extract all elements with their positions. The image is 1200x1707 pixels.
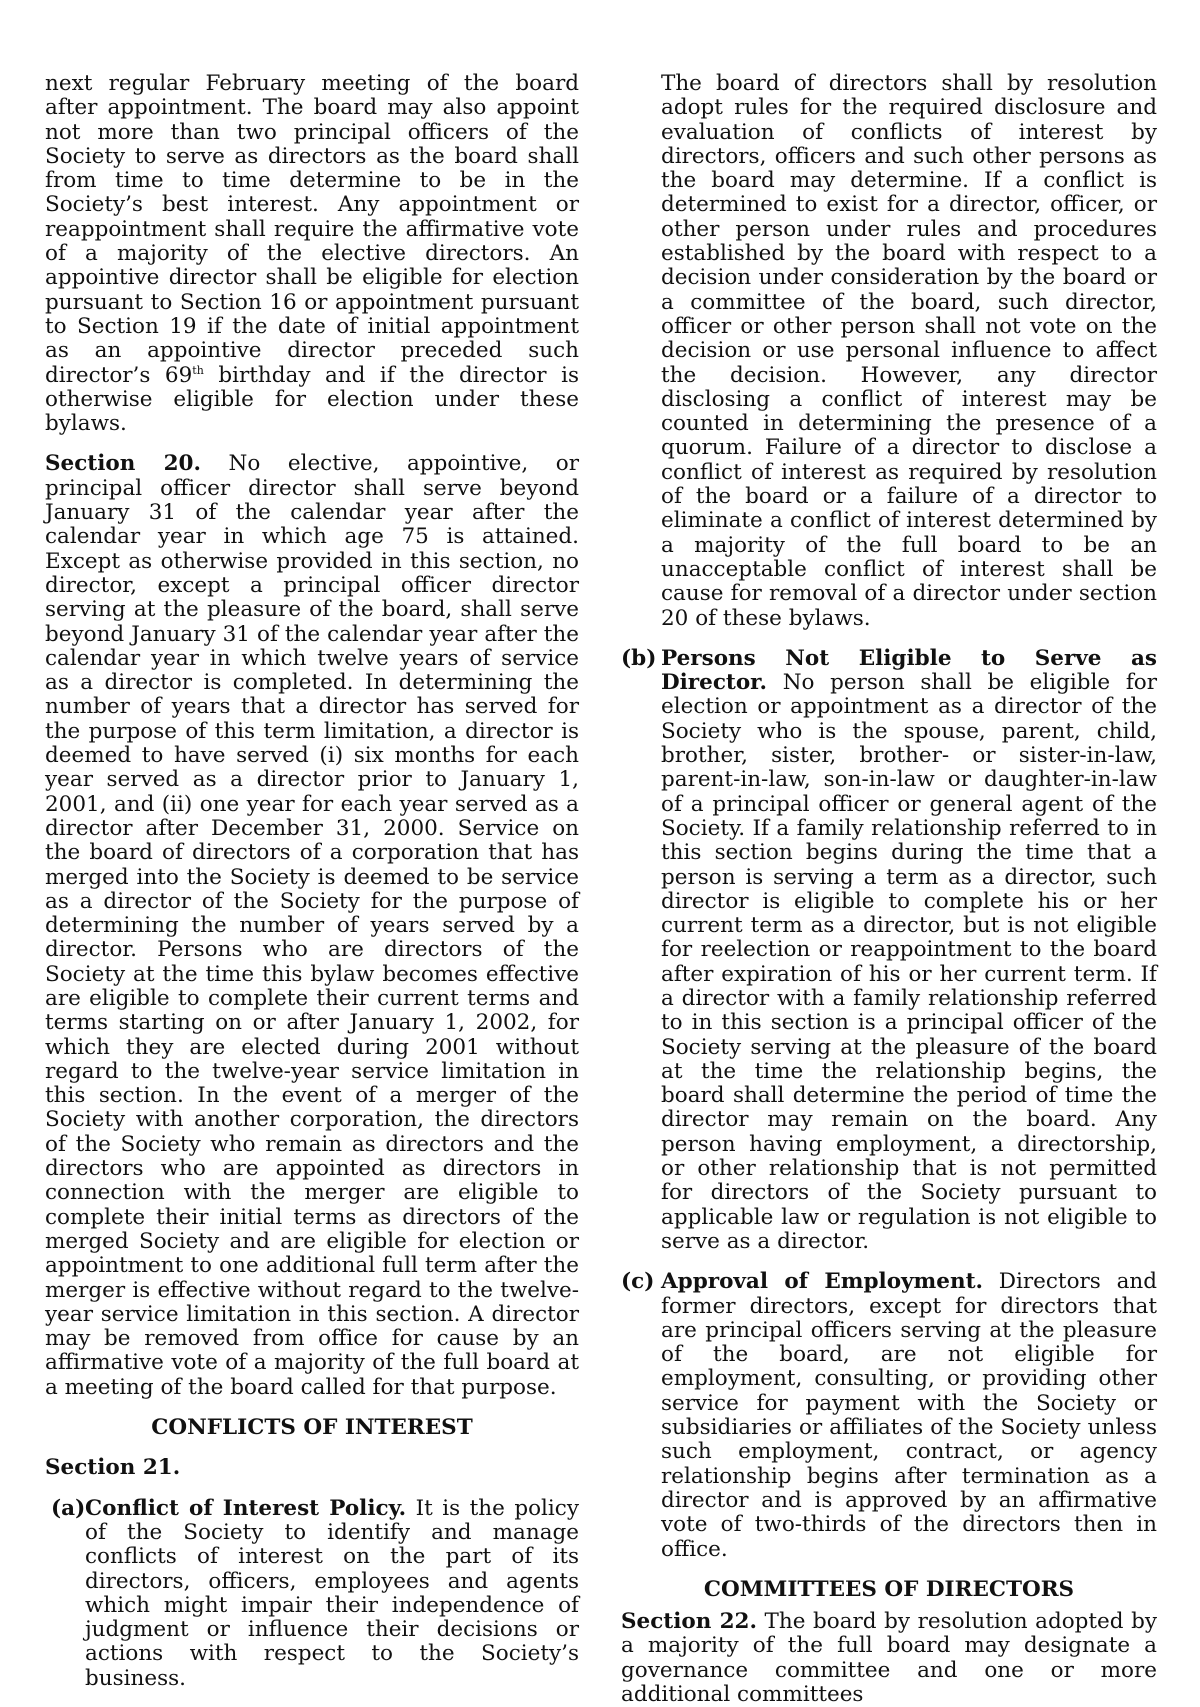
item-a-text: It is the policy of the Society to identify and manage conflicts of interest on the part of its directors, officers, employees and agents which might impair their independence of judgment or influence their decisions or actions with respect to the Society’s business. <box>85 1495 579 1691</box>
item-c-label: (c) <box>621 1269 655 1295</box>
item-a-continuation: The board of directors shall by resolution adopt rules for the required disclosure and evaluation of conflicts of interest by directors, officers and such other persons as the board may determine. If a conflict is determined to exist for a director, officer, or other person under rules and procedures established by the board with respect to a decision under consideration by the board or a committee of the board, such director, officer or other person shall not vote on the decision or use personal influence to affect the decision. However, any director disclosing a conflict of interest may be counted in determining the presence of a quorum. Failure of a director to disclose a conflict of interest as required by resolution of the board or a failure of a director to eliminate a conflict of interest determined by a majority of the full board to be an unacceptable conflict of interest shall be cause for removal of a director under section 20 of these bylaws. <box>661 71 1157 631</box>
right-column <box>621 72 1157 1707</box>
item-b-label: (b) <box>621 645 657 671</box>
item-b-text: No person shall be eligible for election or appointment as a director of the Society who is the spouse, parent, child, brother, sister, brother- or sister-in-law, parent-in-law, son-in-law or daughter-in-law of a principal officer or general agent of the Society. If a family relationship referred to in this section begins during the time that a person is serving a term as a director, such director is eligible to complete his or her current term as a director, but is not eligible for reelection or reappointment to the board after expiration of his or her current term. If a director with a family relationship referred to in this section is a principal officer of the Society serving at the pleasure of the board at the time the relationship begins, the board shall determine the period of time the director may remain on the board. Any person having employment, a directorship, or other relationship that is not permitted for directors of the Society pursuant to applicable law or regulation is not eligible to serve as a director. <box>661 670 1157 1254</box>
item-a-conflict-policy <box>45 1497 579 1691</box>
continuation-text-end: birthday and if the director is otherwise eligible for election under these bylaws. <box>45 362 579 437</box>
committees-of-directors-heading: COMMITTEES OF DIRECTORS <box>703 1576 1075 1602</box>
section-20-text: No elective, appointive, or principal officer director shall serve beyond January 31 of the calendar year after the calendar year in which age 75 is attained. Except as otherwise provided in this section, no director, except a principal officer director serving at the pleasure of the board, shall serve beyond January 31 of the calendar year after the calendar year in which twelve years of service as a director is completed. In determining the number of years that a director has served for the purpose of this term limitation, a director is deemed to have served (i) six months for each year served as a director prior to January 1, 2001, and (ii) one year for each year served as a director after December 31, 2000. Service on the board of directors of a corporation that has merged into the Society is deemed to be service as a director of the Society for the purpose of determining the number of years served by a director. Persons who are directors of the Society at the time this bylaw becomes effective are eligible to complete their current terms and terms starting on or after January 1, 2002, for which they are elected during 2001 without regard to the twelve-year service limitation in this section. In the event of a merger of the Society with another corporation, the directors of the Society who remain as directors and the directors who are appointed as directors in connection with the merger are eligible to complete their initial terms as directors of the merged Society and are eligible for election or appointment to one additional full term after the merger is effective without regard to the twelve-year service limitation in this section. A director may be removed from office for cause by an affirmative vote of a majority of the full board at a meeting of the board called for that purpose. <box>45 451 579 1400</box>
section-21-label: Section 21. <box>45 1455 181 1481</box>
section-20-paragraph <box>45 452 579 1400</box>
item-a-title: Conflict of Interest Policy. <box>85 1495 407 1521</box>
item-c-approval-of-employment <box>621 1270 1157 1562</box>
item-c-text: Directors and former directors, except for directors that are principal officers serving at the pleasure of the board, are not eligible for employment, consulting, or providing other service for payment with the Society or subsidiaries or affiliates of the Society unless such employment, contract, or agency relationship begins after termination as a director and is approved by an affirmative vote of two-thirds of the directors then in office. <box>661 1269 1157 1562</box>
continuation-text: next regular February meeting of the board after appointment. The board may also appoint not more than two principal officers of the Society to serve as directors as the board shall from time to time determine to be in the Society’s best interest. Any appointment or reappointment shall require the affirmative vote of a majority of the elective directors. An appointive director shall be eligible for election pursuant to Section 16 or appointment pursuant to Section 19 if the date of initial appointment as an appointive director preceded such director’s 69 <box>45 71 579 388</box>
continuation-paragraph <box>45 72 579 436</box>
left-column <box>45 72 579 1691</box>
section-22-label: Section 22. <box>621 1609 757 1635</box>
item-a-label: (a) <box>51 1495 86 1521</box>
item-b-not-eligible <box>621 647 1157 1254</box>
item-b-title: Persons Not Eligible to Serve as Director. <box>661 645 1157 696</box>
item-c-title: Approval of Employment. <box>661 1269 984 1295</box>
ordinal-suffix: th <box>192 363 204 377</box>
conflicts-of-interest-heading: CONFLICTS OF INTEREST <box>151 1415 473 1441</box>
item-b-body <box>661 647 1157 1254</box>
item-c-body <box>661 1270 1157 1562</box>
section-22-text: The board by resolution adopted by a majority of the full board may designate a governance committee and one or more additional committees <box>621 1609 1157 1707</box>
section-22-paragraph <box>621 1610 1157 1707</box>
section-20-label: Section 20. <box>45 451 201 477</box>
item-a-body <box>85 1497 579 1691</box>
